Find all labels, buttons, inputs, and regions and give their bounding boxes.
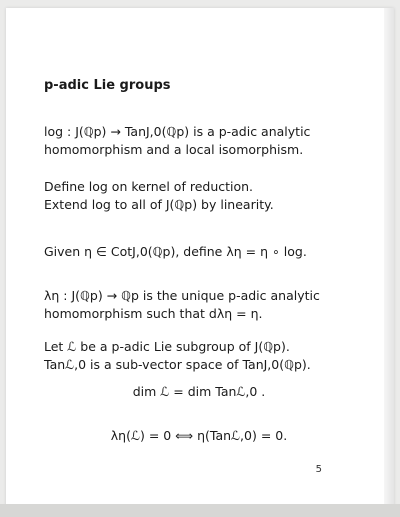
paragraph-logarithm-line-1: log : J(ℚp) → TanJ,0(ℚp) is a p-adic analytic (44, 124, 311, 139)
paragraph-lie-subgroup-line-1: Let ℒ be a p-adic Lie subgroup of J(ℚp). (44, 339, 290, 354)
paragraph-lambda-definition-line-1: Given η ∈ CotJ,0(ℚp), define λη = η ∘ log. (44, 244, 307, 259)
slide-title: p-adic Lie groups (44, 78, 171, 93)
paragraph-logarithm-line-2: homomorphism and a local isomorphism. (44, 142, 304, 157)
paragraph-lambda-unique-line-1: λη : J(ℚp) → ℚp is the unique p-adic analytic (44, 288, 320, 303)
page-number: 5 (315, 464, 322, 475)
paragraph-lambda-definition (44, 243, 307, 261)
equation-vanishing: λη(ℒ) = 0 ⟺ η(Tanℒ,0) = 0. (110, 428, 288, 443)
paragraph-define-log-line-2: Extend log to all of J(ℚp) by linearity. (44, 197, 274, 212)
paragraph-define-log-line-1: Define log on kernel of reduction. (44, 179, 254, 194)
paragraph-define-log (44, 178, 274, 214)
equation-dimension: dim ℒ = dim Tanℒ,0 . (132, 384, 266, 399)
paragraph-lambda-unique-line-2: homomorphism such that dλη = η. (44, 306, 263, 321)
scan-bottom-margin (0, 504, 400, 517)
paragraph-lie-subgroup-line-2: Tanℒ,0 is a sub-vector space of TanJ,0(ℚp). (44, 357, 311, 372)
paragraph-logarithm (44, 123, 310, 159)
page-binding-edge (384, 8, 394, 508)
slide-page (6, 8, 394, 508)
paragraph-lambda-unique (44, 287, 320, 323)
paragraph-lie-subgroup (44, 338, 311, 374)
